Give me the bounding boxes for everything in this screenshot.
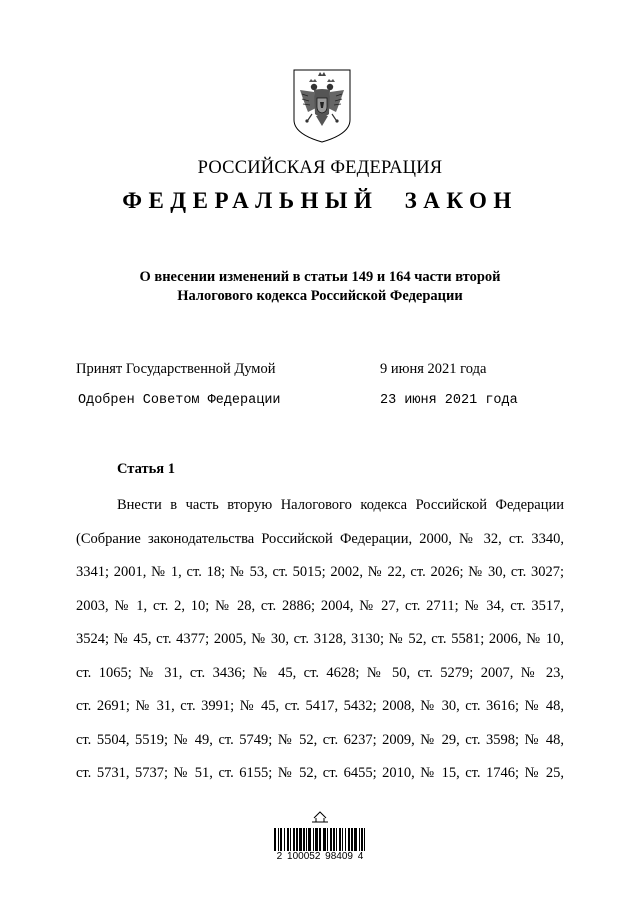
coat-of-arms-emblem	[290, 68, 354, 144]
duma-adoption-label: Принят Государственной Думой	[76, 361, 276, 377]
barcode-bar	[361, 828, 363, 851]
law-title-line: Налогового кодекса Российской Федерации	[177, 288, 463, 304]
barcode-bar	[359, 828, 360, 851]
law-type-heading: ФЕДЕРАЛЬНЫЙ ЗАКОН	[122, 188, 518, 213]
barcode-bar	[315, 828, 318, 851]
barcode-bar	[351, 828, 353, 851]
barcode-bar	[333, 828, 335, 851]
barcode-bar	[284, 828, 285, 851]
barcode-bar	[308, 828, 311, 851]
article-body-line: ст. 5731, 5737; № 51, ст. 6155; № 52, ст. 6455; 2010, № 15, ст. 1746; № 25,	[76, 765, 564, 781]
barcode-bar	[293, 828, 295, 851]
article-body-line: 2003, № 1, ст. 2, 10; № 28, ст. 2886; 2004, № 27, ст. 2711; № 34, ст. 3517,	[76, 598, 564, 614]
stamp-mark-icon	[312, 812, 328, 822]
barcode-bar	[313, 828, 314, 851]
duma-adoption-date: 9 июня 2021 года	[380, 361, 487, 377]
barcode-bar	[342, 828, 343, 851]
barcode-bar	[336, 828, 337, 851]
barcode-bar	[303, 828, 305, 851]
barcode-bar	[345, 828, 346, 851]
barcode-bar	[296, 828, 298, 851]
law-title	[0, 268, 640, 306]
council-approval-label: Одобрен Советом Федерации	[78, 393, 281, 408]
barcode-bar	[330, 828, 332, 851]
barcode-bar	[290, 828, 291, 851]
barcode-bar	[274, 828, 276, 851]
article-body-line: (Собрание законодательства Российской Федерации, 2000, № 32, ст. 3340,	[76, 531, 564, 547]
article-body-line: ст. 2691; № 31, ст. 3991; № 45, ст. 5417, 5432; 2008, № 30, ст. 3616; № 48,	[76, 698, 564, 714]
barcode-bar	[323, 828, 326, 851]
barcode-bar	[287, 828, 289, 851]
article-heading: Статья 1	[117, 461, 175, 477]
article-body-line: ст. 5504, 5519; № 49, ст. 5749; № 52, ст. 6237; 2009, № 29, ст. 3598; № 48,	[76, 732, 564, 748]
barcode-bar	[339, 828, 341, 851]
country-name: РОССИЙСКАЯ ФЕДЕРАЦИЯ	[197, 158, 443, 178]
barcode-number: 2 100052 98409 4	[276, 851, 364, 862]
article-body-line: ст. 1065; № 31, ст. 3436; № 45, ст. 4628; № 50, ст. 5279; 2007, № 23,	[76, 665, 564, 681]
barcode-bar	[280, 828, 282, 851]
barcode-bar	[278, 828, 279, 851]
law-title-line: О внесении изменений в статьи 149 и 164 части второй	[139, 269, 501, 285]
article-body-line: 3524; № 45, ст. 4377; 2005, № 30, ст. 3128, 3130; № 52, ст. 5581; 2006, № 10,	[76, 631, 564, 647]
council-approval-date: 23 июня 2021 года	[380, 393, 518, 408]
document-barcode	[268, 810, 372, 880]
barcode-bar	[299, 828, 302, 851]
barcode-bar	[348, 828, 350, 851]
article-body-line: Внести в часть вторую Налогового кодекса Российской Федерации	[117, 497, 564, 513]
barcode-bar	[319, 828, 321, 851]
barcode-bar	[364, 828, 365, 851]
article-body-line: 3341; 2001, № 1, ст. 18; № 53, ст. 5015; 2002, № 22, ст. 2026; № 30, ст. 3027;	[76, 564, 564, 580]
barcode-bar	[354, 828, 357, 851]
barcode-bar	[327, 828, 328, 851]
barcode-bar	[306, 828, 307, 851]
